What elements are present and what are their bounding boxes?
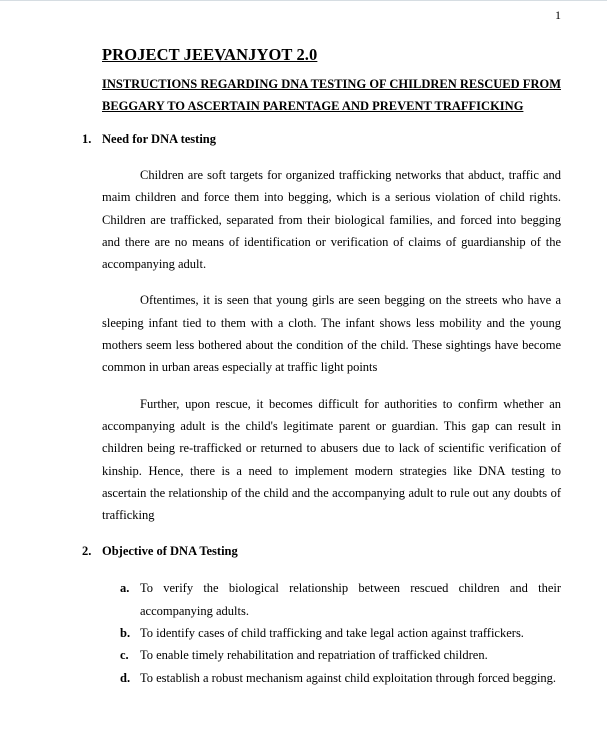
list-item-letter: d.	[120, 670, 131, 685]
paragraph: Children are soft targets for organized trafficking networks that abduct, traffic and maim children and force them into begging, which is a serious violation of child rights. Children are trafficked, separated from their biological families, and forced into begging and there are no means of identification or verification of claims of guardianship of the accompanying adult.	[102, 168, 561, 272]
document-subtitle: INSTRUCTIONS REGARDING DNA TESTING OF CHILDREN RESCUED FROM BEGGARY TO ASCERTAIN PARENTAGE AND PREVENT TRAFFICKING	[102, 77, 561, 113]
list-item-letter: b.	[120, 626, 131, 641]
section-number: 2.	[82, 544, 92, 559]
section-heading-objective-of-dna-testing	[82, 544, 561, 559]
list-item-text: To identify cases of child trafficking and take legal action against traffickers.	[140, 626, 524, 641]
paragraph: Further, upon rescue, it becomes difficult for authorities to confirm whether an accompanying adult is the child's legitimate parent or guardian. This gap can result in children being re-trafficked or returned to abusers due to lack of scientific verification of kinship. Hence, there is a need to implement modern strategies like DNA testing to ascertain the relationship of the child and the accompanying adult to rule out any doubts of trafficking	[102, 396, 561, 523]
list-item-text: To enable timely rehabilitation and repatriation of trafficked children.	[140, 648, 488, 663]
list-item-letter: c.	[120, 648, 129, 663]
section-number: 1.	[82, 132, 92, 146]
section-heading-text: Objective of DNA Testing	[102, 544, 238, 559]
list-item	[102, 622, 561, 644]
list-item	[102, 667, 561, 689]
document-body	[82, 45, 561, 689]
section-heading-text: Need for DNA testing	[102, 132, 216, 146]
list-item-text: To verify the biological relationship between rescued children and their accompanying adults.	[140, 581, 561, 618]
document-title: PROJECT JEEVANJYOT 2.0	[102, 45, 318, 64]
objective-list	[102, 577, 561, 688]
paragraph: Oftentimes, it is seen that young girls are seen begging on the streets who have a sleeping infant tied to them with a cloth. The infant shows less mobility and the young mothers seem less bothered about the condition of the child. These sightings have become common in urban areas especially at traffic light points	[102, 293, 561, 375]
page-number: 1	[555, 8, 561, 22]
list-item	[102, 577, 561, 622]
list-item-letter: a.	[120, 581, 130, 596]
section-heading-need-for-dna-testing	[82, 132, 561, 147]
list-item	[102, 644, 561, 666]
list-item-text: To establish a robust mechanism against child exploitation through forced begging.	[140, 670, 557, 685]
